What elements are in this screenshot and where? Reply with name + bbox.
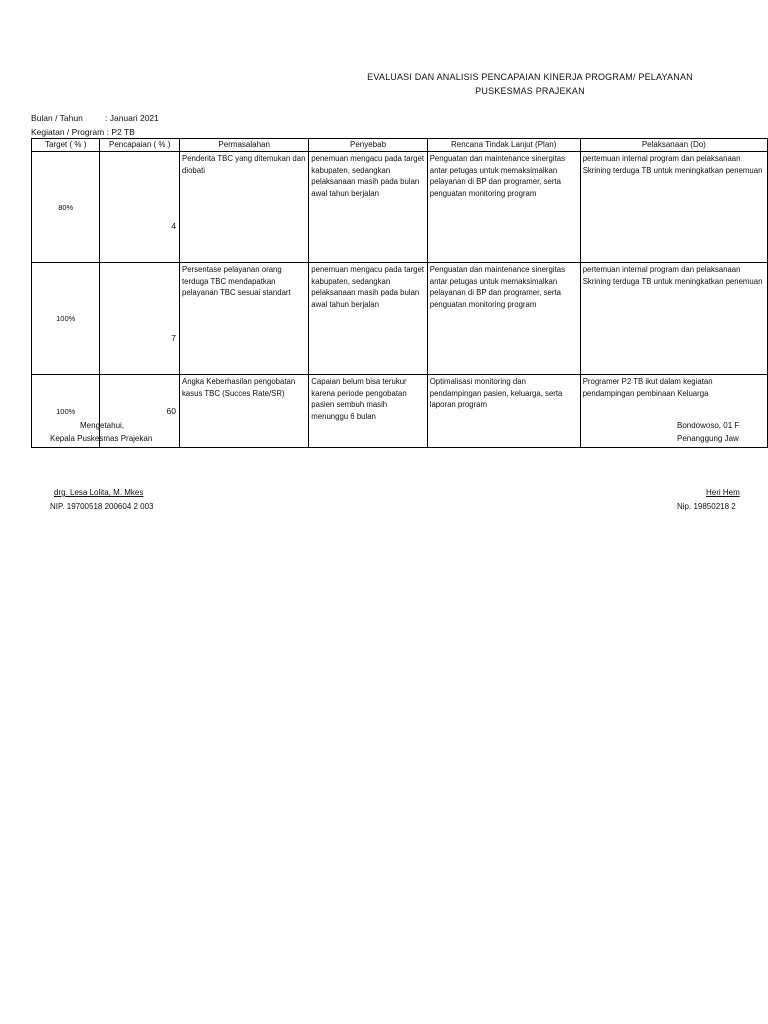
- approver-position: Kepala Puskesmas Prajekan: [50, 434, 153, 443]
- period-label: Bulan / Tahun: [31, 113, 83, 123]
- program-label: Kegiatan / Program: [31, 127, 105, 137]
- table-row: [32, 263, 768, 375]
- program-value: : P2 TB: [106, 127, 135, 137]
- responsible-nip: Nip. 19850218 2: [677, 502, 736, 511]
- period-value: : Januari 2021: [105, 113, 159, 123]
- achievement-cell: 60: [100, 375, 180, 448]
- problem-cell: Persentase pelayanan orang terduga TBC mendapatkan pelayanan TBC sesuai standart: [180, 263, 309, 375]
- problem-cell: Penderita TBC yang ditemukan dan diobati: [180, 152, 309, 263]
- report-subtitle: PUSKESMAS PRAJEKAN: [475, 86, 585, 96]
- header-do: Pelaksanaan (Do): [580, 139, 767, 152]
- target-cell: 80%: [32, 152, 100, 263]
- table-row: [32, 152, 768, 263]
- problem-cell: Angka Keberhasilan pengobatan kasus TBC (Succes Rate/SR): [180, 375, 309, 448]
- do-cell: pertemuan internal program dan pelaksanaan Skrining terduga TB untuk meningkatkan penemuan: [580, 152, 767, 263]
- header-problem: Permasalahan: [180, 139, 309, 152]
- table-header-row: [32, 139, 768, 152]
- achievement-cell: 4: [100, 152, 180, 263]
- approver-nip: NIP. 19700518 200604 2 003: [50, 502, 154, 511]
- target-cell: 100%: [32, 263, 100, 375]
- responsible-position: Penanggung Jaw: [677, 434, 739, 443]
- responsible-name: Heri Hem: [706, 488, 740, 497]
- do-cell: pertemuan internal program dan pelaksanaan Skrining terduga TB untuk meningkatkan penemuan: [580, 263, 767, 375]
- place-date: Bondowoso, 01 F: [677, 421, 740, 430]
- program-line: [31, 126, 135, 138]
- header-cause: Penyebab: [309, 139, 427, 152]
- cause-cell: penemuan mengacu pada target kabupaten, sedangkan pelaksanaan masih pada bulan awal tahun berjalan: [309, 263, 427, 375]
- approval-label: Mengetahui,: [80, 421, 125, 430]
- evaluation-table: [31, 138, 768, 448]
- header-plan: Rencana Tindak Lanjut (Plan): [427, 139, 580, 152]
- plan-cell: Penguatan dan maintenance sinergitas antar petugas untuk memaksimalkan pelayanan di BP dan programer, serta penguatan monitoring program: [427, 263, 580, 375]
- do-cell: Programer P2 TB ikut dalam kegiatan pendampingan pembinaan Keluarga: [580, 375, 767, 448]
- header-target: Target ( % ): [32, 139, 100, 152]
- cause-cell: penemuan mengacu pada target kabupaten, sedangkan pelaksanaan masih pada bulan awal tahun berjalan: [309, 152, 427, 263]
- approver-name: drg. Lesa Lolita, M. Mkes: [54, 488, 144, 497]
- header-achievement: Pencapaian ( % ): [100, 139, 180, 152]
- plan-cell: Optimalisasi monitoring dan pendampingan pasien, keluarga, serta laporan program: [427, 375, 580, 448]
- cause-cell: Capaian belum bisa terukur karena periode pengobatan pasien sembuh masih menunggu 6 bulan: [309, 375, 427, 448]
- achievement-cell: 7: [100, 263, 180, 375]
- plan-cell: Penguatan dan maintenance sinergitas antar petugas untuk memaksimalkan pelayanan di BP dan programer, serta penguatan monitoring program: [427, 152, 580, 263]
- target-cell: 100%: [32, 375, 100, 448]
- report-title: EVALUASI DAN ANALISIS PENCAPAIAN KINERJA PROGRAM/ PELAYANAN: [367, 72, 693, 82]
- period-line: [31, 112, 159, 124]
